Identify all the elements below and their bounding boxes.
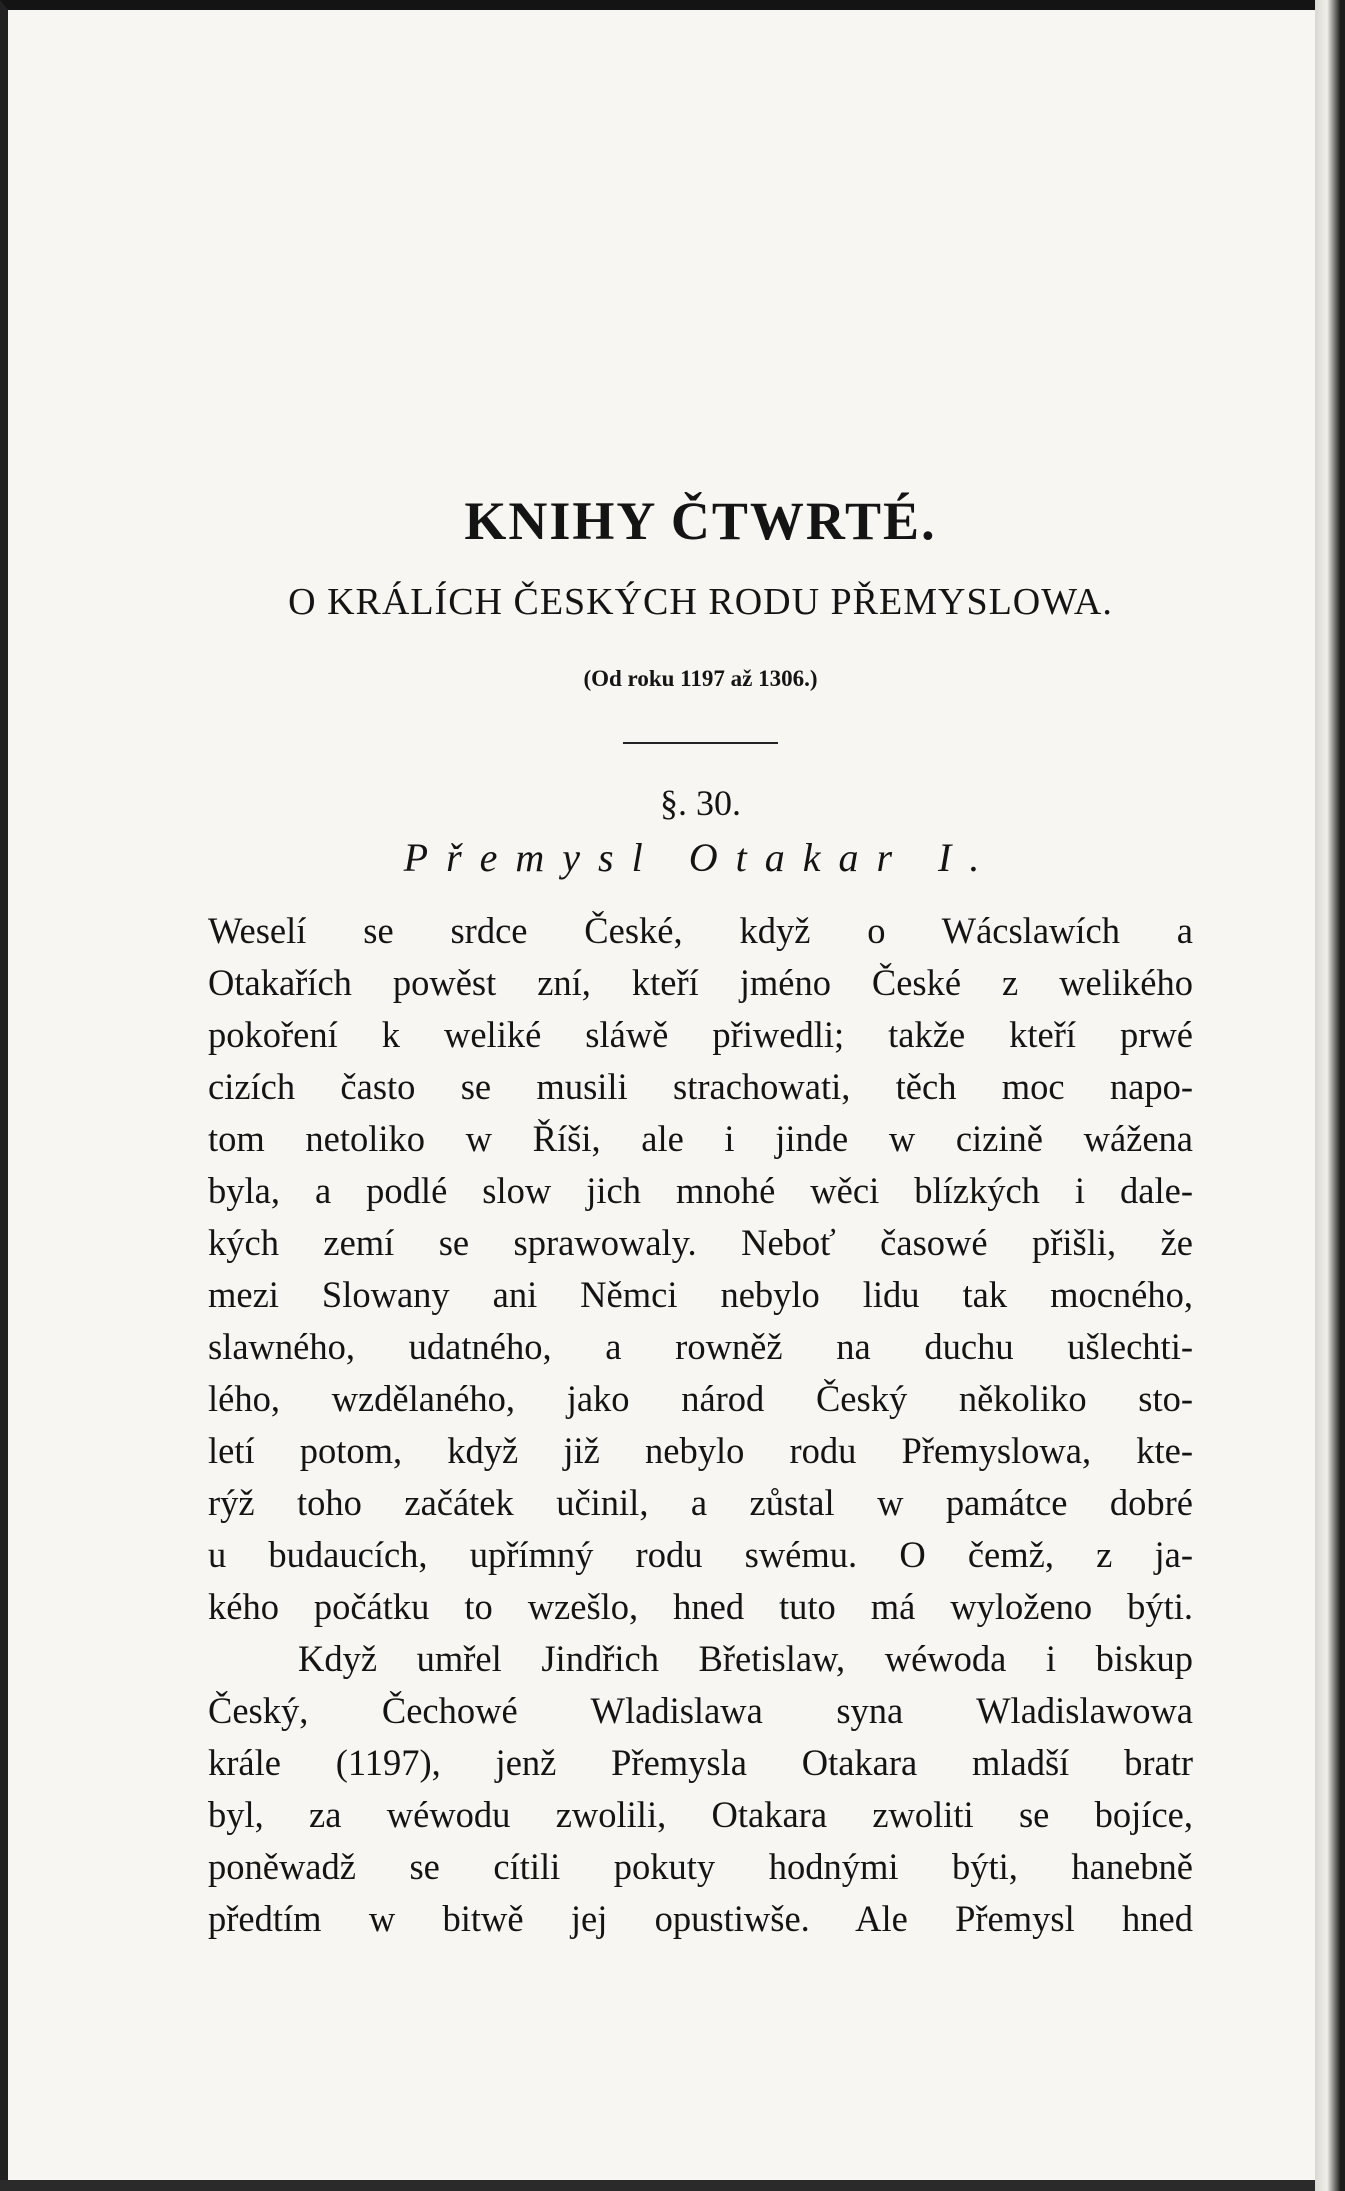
text-line: krále (1197), jenž Přemysla Otakara mladší bratr (208, 1742, 1193, 1783)
text-line: u budaucích, upřímný rodu swému. O čemž, z ja- (208, 1534, 1193, 1575)
text-line: kého počátku to wzešlo, hned tuto má wyloženo býti. (208, 1586, 1193, 1627)
divider-rule (623, 742, 778, 744)
text-line: lého, wzdělaného, jako národ Český několiko sto- (208, 1378, 1193, 1419)
text-line: Když umřel Jindřich Břetislaw, wéwoda i biskup (298, 1638, 1193, 1679)
text-line: rýž toho začátek učinil, a zůstal w památce dobré (208, 1482, 1193, 1523)
body-text (208, 905, 1193, 1945)
text-line: Weselí se srdce České, když o Wácslawích a (208, 910, 1193, 951)
text-line: byla, a podlé slow jich mnohé wěci blízkých i dale- (208, 1170, 1193, 1211)
text-line: kých zemí se sprawowaly. Neboť časowé přišli, že (208, 1222, 1193, 1263)
text-line: slawného, udatného, a rowněž na duchu ušlechti- (208, 1326, 1193, 1367)
chapter-heading: Přemysl Otakar I. (403, 835, 998, 880)
text-line: tom netoliko w Říši, ale i jinde w cizině wážena (208, 1118, 1193, 1159)
book-subtitle: O KRÁLÍCH ČESKÝCH RODU PŘEMYSLOWA. (288, 581, 1113, 623)
text-line: Otakařích powěst zní, kteří jméno České z welikého (208, 962, 1193, 1003)
page-content (208, 490, 1193, 1945)
text-line: pokoření k weliké sláwě přiwedli; takže kteří prwé (208, 1014, 1193, 1055)
page-edge (1315, 0, 1345, 2191)
text-line: letí potom, když již nebylo rodu Přemyslowa, kte- (208, 1430, 1193, 1471)
book-title: KNIHY ČTWRTÉ. (464, 491, 937, 551)
text-line: mezi Slowany ani Němci nebylo lidu tak mocného, (208, 1274, 1193, 1315)
text-line: Český, Čechowé Wladislawa syna Wladislawowa (208, 1690, 1193, 1731)
year-range: (Od roku 1197 až 1306.) (583, 666, 818, 691)
text-line: předtím w bitwě jej opustiwše. Ale Přemysl hned (208, 1898, 1193, 1939)
section-number: §. 30. (660, 783, 741, 823)
text-line: cizích často se musili strachowati, těch moc napo- (208, 1066, 1193, 1107)
text-line: byl, za wéwodu zwolili, Otakara zwoliti se bojíce, (208, 1794, 1193, 1835)
text-line: poněwadž se cítili pokuty hodnými býti, hanebně (208, 1846, 1193, 1887)
